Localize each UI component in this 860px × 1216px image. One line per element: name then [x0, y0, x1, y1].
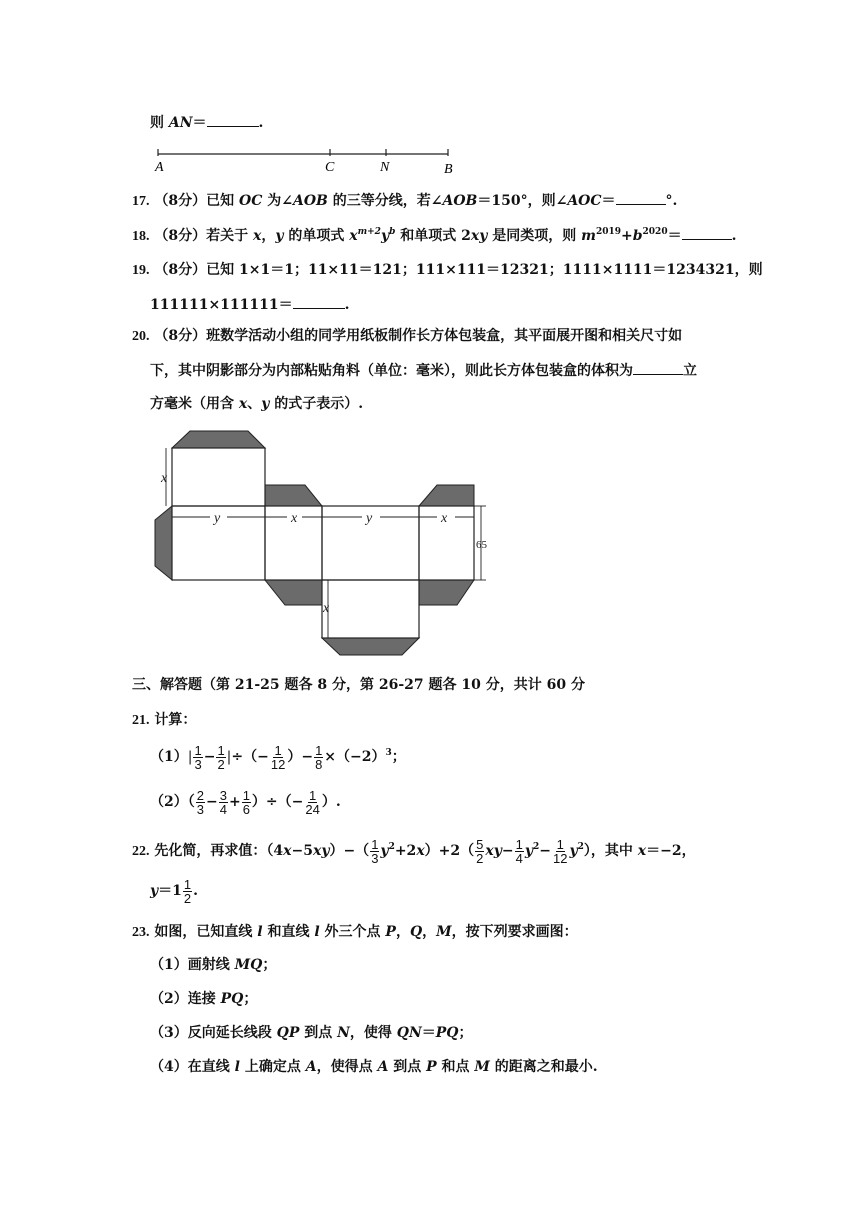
- q21-p1-end: ；: [391, 749, 406, 765]
- q17-text4: ＝150°，则∠: [477, 193, 568, 209]
- section3-title-text: 三、解答题（第 21-25 题各 8 分，第 26-27 题各 10 分，共计 60 分: [132, 677, 585, 693]
- step-text5: 和点: [436, 1059, 475, 1075]
- denominator: 4: [219, 801, 227, 817]
- q18-plus: +: [621, 228, 633, 244]
- var-y: y: [150, 883, 159, 899]
- q18-text3: 和单项式: [395, 228, 462, 244]
- face-bottom: [322, 580, 419, 638]
- fraction: [515, 838, 524, 865]
- var-p: P: [385, 924, 396, 940]
- q18-x: x: [253, 228, 262, 244]
- q18-score: （8分）: [154, 228, 207, 244]
- q17-score: （8分）: [154, 193, 207, 209]
- fraction: [219, 789, 228, 816]
- q17-number: 17.: [132, 194, 150, 209]
- q18-comma: ，: [261, 228, 276, 244]
- q23-step1: [150, 955, 276, 975]
- label-n: N: [380, 160, 390, 175]
- paren: （: [187, 794, 195, 810]
- numerator: 2: [196, 787, 204, 803]
- fraction: [552, 838, 568, 865]
- q18-coef: 2: [461, 228, 471, 244]
- q18-xm: x: [349, 228, 358, 244]
- fraction: [475, 838, 484, 865]
- q21-p1-text: ）−: [287, 749, 314, 765]
- step-end: ；: [243, 991, 258, 1007]
- step-text6: 的距离之和最小.: [489, 1059, 598, 1075]
- step-label: （4）: [150, 1059, 188, 1075]
- q17-text2: 为∠: [262, 193, 293, 209]
- var-qn: QN: [396, 1025, 422, 1041]
- q19-end: .: [344, 297, 350, 313]
- var-l: l: [234, 1059, 240, 1075]
- var-y: y: [569, 843, 578, 859]
- denominator: 4: [515, 850, 523, 866]
- q20-sep: 、: [247, 396, 262, 412]
- q18-end: .: [731, 228, 737, 244]
- q22-line2: [150, 876, 198, 906]
- q21-p1-div: ÷（−: [231, 749, 269, 765]
- step-end: ；: [262, 957, 277, 973]
- q18-text5: 是同类项，则: [487, 228, 582, 244]
- q23-step2: [150, 989, 257, 1009]
- fraction: [242, 789, 251, 816]
- q20-score: （8分）: [154, 328, 207, 344]
- left-side-tab: [155, 506, 172, 580]
- q18-b: b: [632, 228, 643, 244]
- net-label-y1: y: [214, 511, 221, 526]
- q18-yb: y: [380, 228, 390, 244]
- exp: 2: [388, 842, 395, 852]
- numerator: 1: [309, 787, 317, 803]
- q18-m: m: [581, 228, 596, 244]
- var-xy: xy: [485, 843, 502, 859]
- eq: ＝: [421, 1025, 436, 1041]
- var-m: M: [474, 1059, 490, 1075]
- q18-m-exp: 2019: [595, 227, 621, 237]
- q21-p1-text2: ×（−2）: [324, 749, 386, 765]
- step-text4: 到点: [388, 1059, 427, 1075]
- shaded-tabs: [155, 431, 474, 655]
- net-label-y2: y: [366, 511, 373, 526]
- q21-p1-exp: 3: [385, 748, 392, 758]
- face-top: [172, 448, 265, 506]
- q20-text3: 方毫米（用含: [150, 396, 239, 412]
- var-l: l: [314, 924, 320, 940]
- fraction: [314, 744, 323, 771]
- q21-part2: [150, 787, 341, 817]
- numerator: 1: [274, 742, 282, 758]
- label-c: C: [325, 160, 335, 175]
- numerator: 1: [371, 836, 379, 852]
- q20-text2: 下，其中阴影部分为内部粘贴角料（单位：毫米），则此长方体包装盒的体积为: [150, 363, 633, 379]
- q23-t3: 外三个点: [319, 924, 386, 940]
- q18-y: y: [275, 228, 284, 244]
- q22-t5: ）+2（: [424, 843, 475, 859]
- q19-number: 19.: [132, 263, 150, 278]
- minus: −: [501, 843, 514, 859]
- numerator: 1: [217, 742, 225, 758]
- denominator: 2: [476, 850, 484, 866]
- numerator: 1: [194, 742, 202, 758]
- q21-p1-label: （1）: [150, 749, 188, 765]
- var-x: x: [637, 843, 647, 859]
- numerator: 3: [219, 787, 227, 803]
- q17-aob2: AOB: [442, 193, 478, 209]
- q17-text3: 的三等分线，若∠: [327, 193, 443, 209]
- numerator: 1: [515, 836, 523, 852]
- q23-t2: 和直线: [262, 924, 315, 940]
- q16-var: AN: [168, 115, 193, 131]
- q22-text: 先化简，再求值：（4: [154, 843, 284, 859]
- q21-p2-label: （2）: [150, 794, 188, 810]
- q20-text3b: 的式子表示）.: [269, 396, 364, 412]
- q18-xm-exp: m+2: [357, 227, 381, 237]
- step-label: （1）: [150, 957, 188, 973]
- var-qp: QP: [276, 1025, 300, 1041]
- fraction: [196, 789, 205, 816]
- label-a: A: [155, 160, 164, 175]
- q21-part1: [150, 742, 406, 772]
- q17-end: °.: [665, 193, 678, 209]
- q16-prefix: 则: [150, 115, 169, 131]
- q17-oc: OC: [239, 193, 263, 209]
- q22-line1: [132, 836, 696, 867]
- q23-number: 23.: [132, 925, 150, 940]
- net-label-x-bottom: x: [323, 601, 330, 616]
- bottom-tab: [322, 638, 419, 655]
- denominator: 3: [196, 801, 204, 817]
- denominator: 2: [183, 890, 192, 906]
- q18-xy: xy: [470, 228, 488, 244]
- tab-x1-bottom: [265, 580, 322, 605]
- step-text: 在直线: [187, 1059, 235, 1075]
- q22-t3: ）−（: [329, 843, 370, 859]
- fraction: [216, 744, 225, 771]
- q18-b-exp: 2020: [642, 227, 668, 237]
- net-label-x-left: x: [161, 471, 168, 486]
- q16-eq: ＝: [192, 115, 207, 131]
- var-x: x: [283, 843, 292, 859]
- net-label-x1: x: [291, 511, 298, 526]
- denominator: 12: [552, 850, 568, 866]
- q19-text1: 已知 1×1＝1；11×11＝121；111×111＝12321；1111×1111＝1234321，则: [206, 262, 763, 278]
- numerator: 1: [183, 876, 192, 892]
- step-text3: ，使得点: [316, 1059, 378, 1075]
- comma: ，: [395, 924, 410, 940]
- abs-bar: |: [226, 749, 232, 765]
- q23-step3: [150, 1023, 473, 1043]
- step-text: 画射线: [187, 957, 235, 973]
- q19-score: （8分）: [154, 262, 207, 278]
- net-label-65: 65: [476, 539, 487, 551]
- q22-t9: ＝−2，: [646, 843, 696, 859]
- abs-bar: |: [187, 749, 193, 765]
- q20-x: x: [238, 396, 248, 412]
- q22-t2: −5: [291, 843, 313, 859]
- tab-x2-top: [419, 485, 474, 506]
- step-text2: 上确定点: [239, 1059, 306, 1075]
- var-pq: PQ: [435, 1025, 459, 1041]
- q17-aob: AOB: [292, 193, 328, 209]
- var-mq: MQ: [234, 957, 263, 973]
- fraction: [193, 744, 202, 771]
- var-q: Q: [409, 924, 423, 940]
- step-label: （2）: [150, 991, 188, 1007]
- var-a: A: [305, 1059, 317, 1075]
- fraction: [183, 878, 192, 905]
- q18-text2: 的单项式: [283, 228, 350, 244]
- var-y: y: [380, 843, 389, 859]
- step-label: （3）: [150, 1025, 188, 1041]
- minus: −: [203, 749, 216, 765]
- step-text: 反向延长线段: [187, 1025, 277, 1041]
- q22-number: 22.: [132, 844, 150, 859]
- tab-x1-top: [265, 485, 322, 506]
- denominator: 24: [305, 801, 320, 817]
- q18-yb-exp: b: [389, 227, 396, 237]
- label-b: B: [444, 162, 453, 176]
- q23-line: [132, 922, 578, 943]
- numerator: 5: [476, 836, 484, 852]
- fraction: [304, 789, 320, 816]
- q19-text2: 111111×111111＝: [150, 297, 293, 313]
- q21-title: [132, 710, 196, 731]
- q23-step4: [150, 1057, 598, 1077]
- var-a: A: [377, 1059, 389, 1075]
- q17-eq: ＝: [601, 193, 616, 209]
- step-text: 连接: [187, 991, 221, 1007]
- exp: 2: [577, 842, 584, 852]
- q20-text1: 班数学活动小组的同学用纸板制作长方体包装盒，其平面展开图和相关尺寸如: [206, 328, 683, 344]
- q23-t1: 如图，已知直线: [154, 924, 258, 940]
- minus: −: [205, 794, 218, 810]
- fraction: [370, 838, 379, 865]
- net-label-x2: x: [441, 511, 448, 526]
- var-p: P: [426, 1059, 437, 1075]
- var-pq: PQ: [220, 991, 244, 1007]
- q22-end: .: [193, 883, 198, 899]
- denominator: 8: [315, 756, 323, 772]
- q22-t4: +2: [394, 843, 417, 859]
- q23-t4: ，按下列要求画图：: [451, 924, 578, 940]
- q18-eq: ＝: [667, 228, 682, 244]
- q21-p2-text: ）÷（−: [251, 794, 304, 810]
- comma: ，: [422, 924, 437, 940]
- section3-title: [132, 675, 585, 695]
- q17-text: 已知: [206, 193, 239, 209]
- denominator: 6: [242, 801, 250, 817]
- plus: +: [228, 794, 241, 810]
- numerator: 1: [242, 787, 250, 803]
- minus: −: [539, 843, 551, 859]
- q17-aoc: AOC: [567, 193, 602, 209]
- q18-number: 18.: [132, 229, 150, 244]
- q20-text2b: 立: [683, 363, 697, 379]
- fraction: [270, 744, 286, 771]
- numerator: 1: [315, 742, 323, 758]
- tab-x2-bottom: [419, 580, 474, 605]
- step-text3: ，使得: [349, 1025, 397, 1041]
- q16-end: .: [258, 115, 264, 131]
- exp: 2: [532, 842, 540, 852]
- var-x: x: [416, 843, 425, 859]
- q22-t8: ），其中: [583, 843, 638, 859]
- var-y: y: [524, 843, 533, 859]
- denominator: 3: [194, 756, 202, 772]
- var-l: l: [257, 924, 263, 940]
- var-xy: xy: [312, 843, 330, 859]
- step-end: ；: [458, 1025, 473, 1041]
- step-text2: 到点: [299, 1025, 338, 1041]
- q20-number: 20.: [132, 329, 150, 344]
- q21-title-text: 计算：: [154, 712, 197, 728]
- var-m: M: [436, 924, 452, 940]
- numerator: 1: [556, 836, 564, 852]
- q18-text1: 若关于: [206, 228, 253, 244]
- q22-t10: ＝1: [158, 883, 182, 899]
- q20-y: y: [261, 396, 270, 412]
- denominator: 12: [270, 756, 286, 772]
- q21-number: 21.: [132, 713, 150, 728]
- top-tab: [172, 431, 265, 448]
- var-n: N: [337, 1025, 350, 1041]
- denominator: 2: [217, 756, 225, 772]
- denominator: 3: [371, 850, 379, 866]
- q21-p2-end: ）.: [321, 794, 341, 810]
